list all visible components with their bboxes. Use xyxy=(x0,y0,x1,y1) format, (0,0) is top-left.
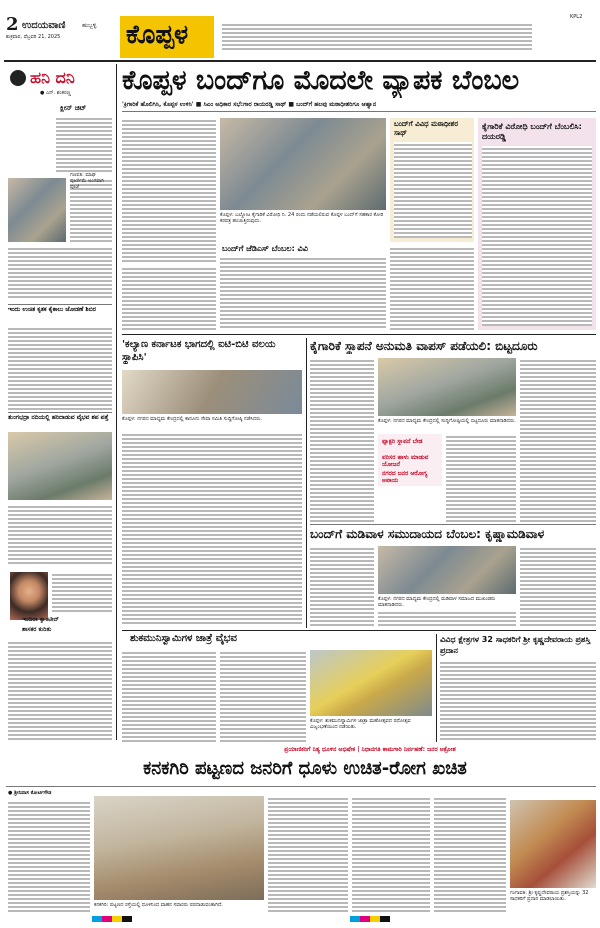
masthead-rule xyxy=(4,60,596,62)
story2-headline: 'ಕಲ್ಯಾಣ ಕರ್ನಾಟಕ ಭಾಗದಲ್ಲಿ ಐಟಿ-ಬಿಟಿ ವಲಯ ಸ್ಥಾಪಿಸಿ' xyxy=(122,339,276,363)
column-photo xyxy=(8,178,66,242)
date-line: ಶುಕ್ರವಾರ, ಫೆಬ್ರವರಿ 21, 2025 xyxy=(6,34,61,40)
left-column-rule xyxy=(116,64,117,740)
lead-strap-rule xyxy=(122,111,596,112)
story7-photo xyxy=(94,796,264,900)
bullet-indira-canteen: ಇಂದಿರಾ ಕ್ಯಾಂಟೀನ್ xyxy=(22,616,60,623)
lead-box-text xyxy=(394,142,472,238)
story5-text-col1 xyxy=(122,650,216,742)
story6-caption: ಗಂಗಾವತಿ: ಶ್ರೀ ಕೃಷ್ಣದೇವರಾಯ ಪ್ರಶಸ್ತಿಯನ್ನು 32 ಸಾಧಕರಿಗೆ ಪ್ರದಾನ ಮಾಡಲಾಯಿತು. xyxy=(510,890,589,902)
lead-sub-text xyxy=(220,256,386,330)
lead-photo-caption: ಕೊಪ್ಪಳ: ಬಲ್ದೋಟ ಕೈಗಾರಿಕೆ ವಿರೋಧಿ ನಿ. 24 ರಂದು ನಡೆಯಲಿರುವ ಕೊಪ್ಪಳ ಬಂದ್‌ಗೆ ಸಹಕಾರ ಕೋರಿ ಕರಪತ್ರ ಹಂಚುತ್ತಿರುವುದು. xyxy=(220,212,384,224)
edition: ಹುಬ್ಬಳ್ಳಿ xyxy=(82,22,97,29)
column-body xyxy=(8,246,112,300)
story4-text-col xyxy=(310,546,374,626)
story5-caption: ಕೊಪ್ಪಳ: ಶುಕಮುನಿಸ್ವಾಮಿಗಳ ಜಾತ್ರಾ ಮಹೋತ್ಸವದ ರಥೋತ್ಸವ ವಿಜೃಂಭಣೆಯಿಂದ ನಡೆಯಿತು. xyxy=(310,718,411,730)
lead-side-text xyxy=(482,146,592,326)
story3-text-col xyxy=(310,358,374,522)
story3-bullet-3: ನಗರದ ಜನರ ಆರೋಗ್ಯ ಅಪಾಯ xyxy=(382,470,428,484)
column-subhead: ಕ್ಲೀನ್ ಚಿಟ್ xyxy=(60,104,87,112)
registration-marks xyxy=(92,916,132,922)
lead-sub-headline: ಬಂದ್‌ಗೆ ಜೆಡಿಎಸ್ ಬೆಂಬಲ: ವಿವಿ xyxy=(222,244,308,253)
page-number: 2 xyxy=(6,14,19,35)
story4-headline: ಬಂದ್‌ಗೆ ಮಡಿವಾಳ ಸಮುದಾಯದ ಬೆಂಬಲ: ಕೃಷ್ಣಾಮಡಿವಾಳ xyxy=(310,527,545,541)
sub-story2-text xyxy=(8,504,112,566)
lead-photo xyxy=(220,118,386,210)
page-code: KPL2 xyxy=(570,14,583,20)
story4-rule xyxy=(310,524,596,525)
story5-rule xyxy=(122,630,596,631)
paper-name: ಉದಯವಾಣಿ xyxy=(22,20,66,31)
story5-photo xyxy=(310,650,432,716)
author-photo xyxy=(10,572,48,620)
story7-caption: ಕನಕಗಿರಿ: ಪಟ್ಟಣದ ರಸ್ತೆಯಲ್ಲಿ ಧೂಳಿನಿಂದ ವಾಹನ ಸವಾರರು ಪರದಾಡುವಂತಾಗಿದೆ. xyxy=(94,902,223,908)
story4-text-mid xyxy=(378,610,516,626)
story3-bullet-2: ಪರಿಸರ ಹಾಳು ಮಾಡುವ ಯೋಜನೆ xyxy=(382,454,429,468)
story7-text-col1 xyxy=(8,800,90,912)
story3-caption: ಕೊಪ್ಪಳ: ನಗರದ ಮಾಧ್ಯಮ ಕೇಂದ್ರದಲ್ಲಿ ಸುದ್ದಿಗೋಷ್ಠಿಯಲ್ಲಿ ಬಿಟ್ಟದೂರು ಮಾತನಾಡಿದರು. xyxy=(378,418,516,424)
bullet-mla: ಶಾಸಕರ ಕುರಿತು xyxy=(22,626,52,633)
story2-rule xyxy=(306,338,307,628)
sub-story2-headline: ತುಂಗಭದ್ರಾ ನದಿಯಲ್ಲಿ ಹರಿದಾಡುವ ವೈಭವ ಶಪ ಪತ್ತೆ xyxy=(8,414,109,421)
sub-story-text xyxy=(8,326,112,410)
column-text xyxy=(56,116,112,172)
story7-text-col2 xyxy=(268,796,348,912)
story6-headline: ವಿವಿಧ ಕ್ಷೇತ್ರಗಳ 32 ಸಾಧಕರಿಗೆ ಶ್ರೀ ಕೃಷ್ಣದೇವರಾಯ ಪ್ರಶಸ್ತಿ ಪ್ರದಾನ xyxy=(440,635,591,655)
column-divider-1 xyxy=(8,304,112,305)
story4-text-right xyxy=(520,546,596,626)
story3-photo xyxy=(378,358,516,416)
story4-photo xyxy=(378,546,516,594)
story7-headline: ಕನಕಗಿರಿ ಪಟ್ಟಣದ ಜನರಿಗೆ ಧೂಳು ಉಚಿತ-ರೋಗ ಖಚಿತ xyxy=(143,758,467,779)
story2-caption: ಕೊಪ್ಪಳ: ನಗರದ ಮಾಧ್ಯಮ ಕೇಂದ್ರದಲ್ಲಿ ಕಾನೂನು ಸೇವಾ ಸಮಿತಿ ಸುದ್ದಿಗೋಷ್ಠಿ ನಡೆಸಿದರು. xyxy=(122,416,262,422)
story3-bullet-1: ಫ್ಯಾಕ್ಟರಿ ಸ್ಥಾಪನೆ ಬೇಡ xyxy=(382,438,423,445)
column-lower-text xyxy=(8,640,112,740)
lead-text-col1 xyxy=(122,118,216,264)
story5-headline: ಶುಕಮುನಿಸ್ವಾಮಿಗಳ ಜಾತ್ರೆ ವೈಭವ xyxy=(130,633,237,644)
story5-text-col2 xyxy=(220,650,306,742)
story2-text xyxy=(122,432,302,626)
lead-bottom-rule xyxy=(122,334,596,335)
story3-headline: ಕೈಗಾರಿಕೆ ಸ್ಥಾಪನೆ ಅನುಮತಿ ವಾಪಸ್ ಪಡೆಯಲಿ: ಬಿಟ್ಟದೂರು xyxy=(310,339,538,353)
lead-box-lower-text xyxy=(390,246,474,330)
story2-photo xyxy=(122,370,302,414)
story7-kicker: ಪ್ರಯಾಣಿಕರಿಗೆ ನಿತ್ಯ ಧೂಳಿನ ಅಭಿಷೇಕ | ನಿಧಾನಗತಿ ಕಾಮಗಾರಿ ನಿರ್ವಹಣೆ: ಜನರ ಆಕ್ರೋಶ xyxy=(284,746,456,753)
sub-story2-photo xyxy=(8,432,112,500)
author-text xyxy=(52,572,112,612)
column-title: ಹನಿ ದನಿ xyxy=(30,68,75,87)
section-title: ಕೊಪ್ಪಳ xyxy=(126,20,189,50)
lead-text-col1-lower xyxy=(122,266,216,330)
sub-story-headline: ಇಂದು ಉಚಿತ ಕೃತಕ ಕೈಕಾಲು ಜೋಡಣೆ ಶಿಬಿರ xyxy=(8,306,96,313)
story7-text-col4 xyxy=(434,796,506,912)
story7-text-col3 xyxy=(352,796,430,912)
story6-text xyxy=(440,660,596,742)
story3-text-right xyxy=(520,358,596,522)
lead-headline: ಕೊಪ್ಪಳ ಬಂದ್‌ಗೂ ಮೊದಲೇ ವ್ಯಾಪಕ ಬೆಂಬಲ xyxy=(122,65,520,96)
lead-box-headline: ಬಂದ್‌ಗೆ ವಿವಿಧ ಮಠಾಧೀಶರ ಸಾಥ್ xyxy=(394,120,459,137)
story7-rule xyxy=(6,786,596,787)
story3-text-mid xyxy=(446,434,516,522)
story4-caption: ಕೊಪ್ಪಳ: ನಗರದ ಮಾಧ್ಯಮ ಕೇಂದ್ರದಲ್ಲಿ ಮಡಿವಾಳ ಸಮಾಜದ ಮುಖಂಡರು ಮಾತನಾಡಿದರು. xyxy=(378,596,496,608)
lead-strap: 'ಕ್ರಿಗಾರಿಕೆ ಹೊಲಿಗಿಸಿ, ಕೊಪ್ಪಳ ಉಳಿಸಿ' ■ ಸಿಎಂ ಅಧಿಕಾರ ಸಭೆ:ಗಾರ ರಾಯರಡ್ಡಿ ಸಾಥ್ ■ ಬಂದ್‌ಗೆ ಹಲವು ಮಠಾಧೀಶರಿಗೂ ಆಹ್ವಾನ xyxy=(122,101,377,108)
story7-byline: ● ಶ್ರೀನಿವಾಸ ಕೋರ್ಟಿಗೌಡ xyxy=(8,790,52,796)
masthead-ad-strip xyxy=(222,22,532,50)
lead-side-headline: ಕೈಗಾರಿಕೆ ವಿರೋಧಿ ಬಂದ್‌ಗೆ ಬೆಂಬಲಿಸಿ: ದಯರಡ್ಡಿ xyxy=(482,122,582,141)
column-divider-2 xyxy=(8,412,112,413)
column-photo-caption: ಗಣಪತಿ: ಮಾಘ ಪೂರ್ಣಿಮೆ ಅಂಗವಾಗಿ ಪೂಜೆ xyxy=(70,172,104,190)
story6-rule xyxy=(436,634,437,742)
story6-photo xyxy=(510,800,596,888)
registration-marks-2 xyxy=(350,916,390,922)
column-byline: ● ಎನ್. ಶಂಕರಣ್ಣ xyxy=(40,90,71,96)
column-logo xyxy=(10,70,26,86)
